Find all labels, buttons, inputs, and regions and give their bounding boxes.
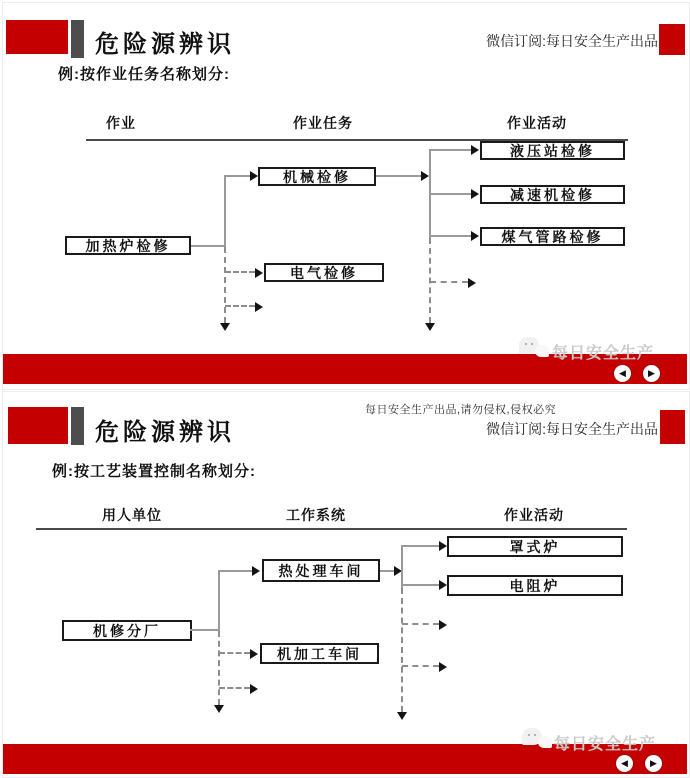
connector-solid [401, 545, 403, 588]
next-slide-button[interactable] [643, 365, 660, 382]
slide-title: 危险源辨识 [95, 31, 235, 58]
arrowhead-right-icon [421, 171, 429, 181]
column-header-2: 工作系统 [286, 507, 346, 523]
wechat-subscribe-note: 微信订阅:每日安全生产出品 [486, 421, 658, 437]
arrowhead-down-icon [397, 712, 407, 720]
node-sys1: 热处理车间 [262, 559, 380, 582]
node-act3: 煤气管路检修 [480, 227, 625, 246]
header-rule [36, 528, 627, 530]
connector-solid [218, 570, 220, 631]
node-task1: 机械检修 [258, 167, 376, 186]
node-sys2: 机加工车间 [260, 643, 379, 664]
connector-solid [224, 175, 251, 177]
column-header-3: 作业活动 [507, 115, 567, 131]
red-accent-block-left [6, 20, 68, 54]
connector-solid [401, 584, 439, 586]
title-gray-bar [71, 407, 84, 445]
arrowhead-right-icon [250, 649, 258, 659]
connector-dashed [225, 271, 255, 273]
column-header-2: 作业任务 [293, 115, 353, 131]
arrowhead-right-icon [439, 541, 447, 551]
slide-title: 危险源辨识 [95, 419, 235, 446]
connector-dashed [224, 247, 226, 323]
right-arrow-icon: ▶ [650, 758, 657, 768]
prev-slide-button[interactable] [616, 755, 633, 772]
arrowhead-right-icon [250, 684, 258, 694]
connector-dashed [219, 652, 250, 654]
column-header-3: 作业活动 [504, 507, 564, 523]
chat-bubble [538, 736, 552, 748]
red-accent-block-right [660, 410, 685, 444]
slide-1 [2, 2, 690, 390]
red-accent-block-right [659, 24, 685, 55]
slide-2 [2, 391, 690, 778]
node-act2: 电阻炉 [447, 575, 623, 596]
connector-solid [380, 570, 394, 572]
right-arrow-icon: ▶ [648, 368, 655, 378]
arrowhead-right-icon [255, 268, 263, 278]
arrowhead-right-icon [439, 620, 447, 630]
connector-dashed [218, 631, 220, 705]
arrowhead-right-icon [439, 662, 447, 672]
watermark-text: 每日安全生产 [552, 345, 655, 362]
watermark-text: 每日安全生产 [554, 736, 657, 753]
node-act1: 罩式炉 [447, 536, 623, 557]
bubble-eye [531, 343, 533, 345]
arrowhead-down-icon [220, 323, 230, 331]
connector-solid [429, 149, 471, 151]
arrowhead-down-icon [214, 705, 224, 713]
connector-dashed [225, 305, 255, 307]
column-header-1: 用人单位 [102, 507, 162, 523]
left-arrow-icon: ◀ [621, 758, 628, 768]
wechat-logo-icon [522, 728, 554, 754]
title-gray-bar [71, 20, 84, 58]
wechat-subscribe-note: 微信订阅:每日安全生产出品 [486, 33, 658, 49]
arrowhead-right-icon [471, 189, 479, 199]
node-root: 加热炉检修 [65, 236, 191, 255]
column-header-1: 作业 [106, 115, 136, 131]
arrowhead-down-icon [425, 323, 435, 331]
next-slide-button[interactable] [645, 755, 662, 772]
wechat-logo-icon [519, 337, 551, 363]
connector-solid [191, 245, 225, 247]
connector-solid [429, 235, 471, 237]
arrowhead-right-icon [471, 231, 479, 241]
prev-slide-button[interactable] [614, 365, 631, 382]
example-subtitle: 例:按作业任务名称划分: [58, 66, 230, 83]
bubble-eye [528, 734, 530, 736]
chat-bubble [535, 345, 549, 357]
connector-solid [376, 175, 421, 177]
node-act1: 液压站检修 [480, 141, 625, 160]
connector-dashed [219, 687, 250, 689]
arrowhead-right-icon [471, 145, 479, 155]
arrowhead-right-icon [255, 302, 263, 312]
arrowhead-right-icon [252, 566, 260, 576]
node-act2: 减速机检修 [480, 185, 625, 204]
connector-solid [218, 570, 252, 572]
connector-solid [224, 175, 226, 247]
connector-dashed [401, 588, 403, 712]
left-arrow-icon: ◀ [619, 368, 626, 378]
node-task2: 电气检修 [264, 263, 384, 282]
connector-dashed [402, 623, 439, 625]
node-root: 机修分厂 [62, 620, 192, 641]
arrowhead-right-icon [250, 171, 258, 181]
arrowhead-right-icon [468, 278, 476, 288]
copyright-note: 每日安全生产出品,请勿侵权,侵权必究 [365, 404, 557, 416]
bubble-eye [525, 343, 527, 345]
connector-solid [429, 193, 471, 195]
connector-solid [401, 545, 439, 547]
connector-dashed [402, 665, 439, 667]
bubble-eye [534, 734, 536, 736]
connector-dashed [430, 281, 468, 283]
red-accent-block-left [8, 407, 68, 444]
example-subtitle: 例:按工艺装置控制名称划分: [52, 463, 256, 480]
arrowhead-right-icon [439, 580, 447, 590]
connector-solid [190, 629, 219, 631]
